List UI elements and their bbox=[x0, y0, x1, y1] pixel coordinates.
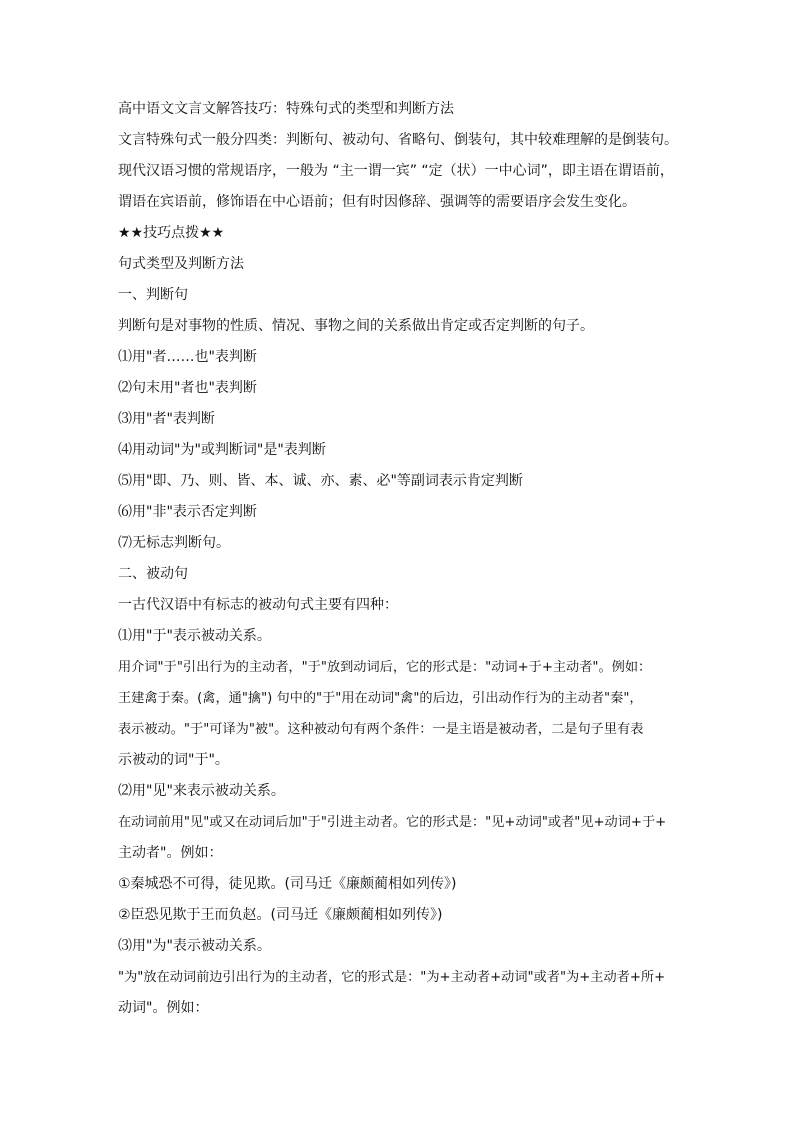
list-item: ⑶用"为"表示被动关系。 bbox=[118, 938, 271, 954]
doc-line: 谓语在宾语前，修饰语在中心语前；但有时因修辞、强调等的需要语序会发生变化。 bbox=[118, 194, 636, 210]
doc-title: 高中语文文言文解答技巧：特殊句式的类型和判断方法 bbox=[118, 101, 454, 117]
list-item: ⑸用"即、乃、则、皆、本、诚、亦、素、必"等副词表示肯定判断 bbox=[118, 473, 523, 489]
list-item: ⑷用动词"为"或判断词"是"表判断 bbox=[118, 442, 326, 458]
doc-line: 动词"。例如： bbox=[118, 1000, 209, 1016]
doc-line: 一古代汉语中有标志的被动句式主要有四种： bbox=[118, 597, 398, 613]
doc-line: 文言特殊句式一般分四类：判断句、被动句、省略句、倒装句，其中较难理解的是倒装句。 bbox=[118, 132, 678, 148]
doc-line: 表示被动。"于"可译为"被"。这种被动句有两个条件：一是主语是被动者，二是句子里有表 bbox=[118, 722, 644, 737]
list-item: ⑺无标志判断句。 bbox=[118, 535, 230, 551]
list-item: ⑴用"者……也"表判断 bbox=[118, 349, 257, 365]
doc-line: 主动者"。例如： bbox=[118, 845, 223, 861]
list-item: ⑹用"非"表示否定判断 bbox=[118, 504, 257, 520]
doc-line: 判断句是对事物的性质、情况、事物之间的关系做出肯定或否定判断的句子。 bbox=[118, 318, 594, 334]
section-heading: 二、被动句 bbox=[118, 566, 188, 582]
doc-line: 现代汉语习惯的常规语序，一般为 “主一谓一宾” “定（状）一中心词”，即主语在谓语前， bbox=[118, 163, 674, 179]
section-heading: 句式类型及判断方法 bbox=[118, 256, 244, 272]
example-item: ①秦城恐不可得，徒见欺。(司马迁《廉颇蔺相如列传》) bbox=[118, 876, 457, 892]
doc-line: 王建禽于秦。(禽，通"擒") 句中的"于"用在动词"禽"的后边，引出动作行为的主动者"秦"， bbox=[118, 691, 643, 706]
list-item: ⑵用"见"来表示被动关系。 bbox=[118, 783, 285, 799]
section-heading: 一、判断句 bbox=[118, 287, 188, 303]
doc-line: 用介词"于"引出行为的主动者，"于"放到动词后，它的形式是："动词+于+主动者"。例如： bbox=[118, 660, 652, 675]
section-marker: ★★技巧点拨★★ bbox=[118, 225, 225, 241]
example-item: ②臣恐见欺于王而负赵。(司马迁《廉颇蔺相如列传》) bbox=[118, 907, 443, 923]
doc-line: 示被动的词"于"。 bbox=[118, 752, 229, 768]
list-item: ⑶用"者"表判断 bbox=[118, 411, 215, 427]
doc-line: "为"放在动词前边引出行为的主动者，它的形式是："为+主动者+动词"或者"为+主动者+所+ bbox=[118, 970, 666, 985]
list-item: ⑴用"于"表示被动关系。 bbox=[118, 628, 271, 644]
doc-line: 在动词前用"见"或又在动词后加"于"引进主动者。它的形式是："见+动词"或者"见+动词+于+ bbox=[118, 815, 667, 830]
document-page bbox=[118, 94, 688, 1024]
list-item: ⑵句末用"者也"表判断 bbox=[118, 380, 257, 396]
